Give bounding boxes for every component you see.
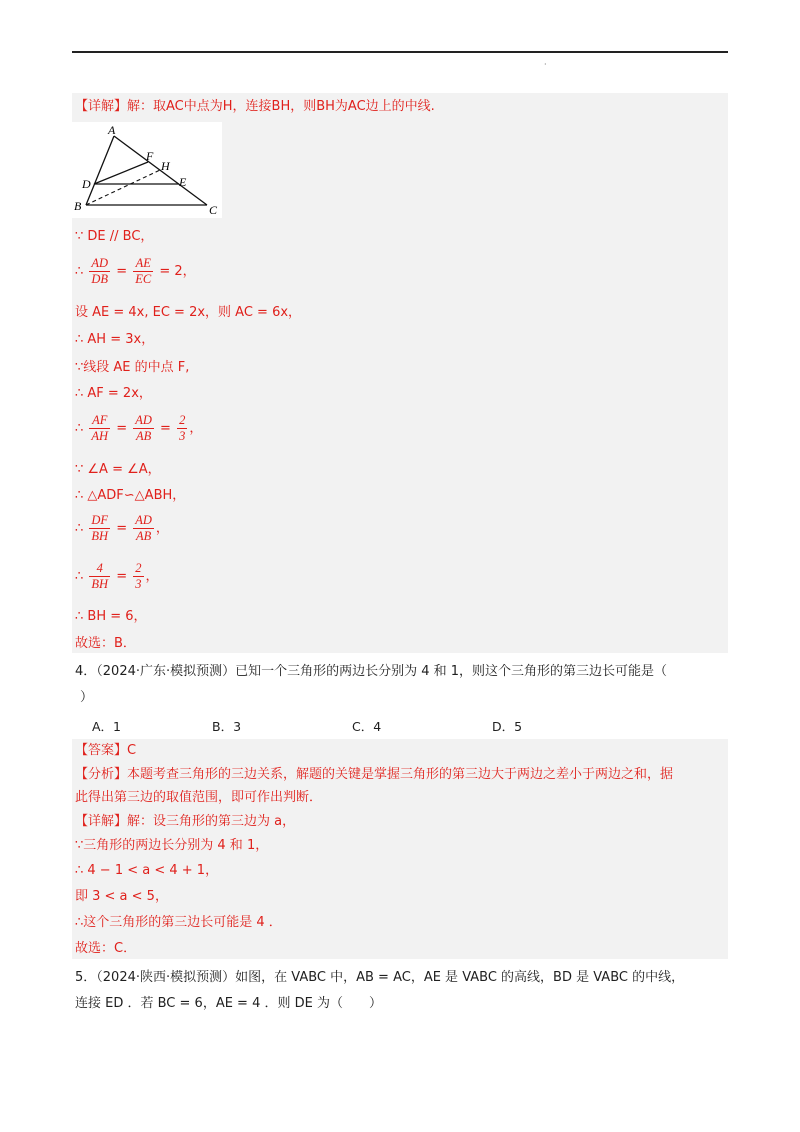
q4-detail-1: 【详解】解：设三角形的第三边为 a，: [75, 814, 296, 829]
label-d: D: [82, 177, 91, 191]
q4-detail-4: 即 3 < a < 5，: [75, 889, 168, 904]
q4-stem-close: ）: [80, 690, 94, 705]
q4-detail-6: 故选：C．: [75, 941, 137, 956]
q4-option-d: D．5: [492, 719, 523, 734]
q4-option-a: A．1: [92, 719, 122, 734]
q5-line1: 5．（2024·陕西·模拟预测）如图，在 VABC 中，AB = AC，AE 是 VABC 的高线，BD 是 VABC 的中线，: [75, 970, 685, 985]
q3-line3: 设 AE = 4x, EC = 2x，则 AC = 6x，: [75, 305, 302, 320]
q4-stem: 4．（2024·广东·模拟预测）已知一个三角形的两边长分别为 4 和 1，则这个三角形的第三边长可能是（: [75, 664, 668, 679]
q3-line12: ∴ BH = 6，: [75, 609, 147, 624]
q3-line1: ∵ DE // BC，: [75, 229, 154, 244]
q4-answer: 【答案】C: [75, 743, 137, 758]
q3-line7: ∴ $\frac{AF}{AH}$ = $\frac{AD}{AB}$ = $\frac{2}{3}$ ，: [75, 413, 203, 443]
q3-line13: 故选：B．: [75, 636, 136, 651]
label-c: C: [209, 203, 218, 217]
detail-tag: 【详解】: [75, 99, 128, 114]
q3-line4: ∴ AH = 3x，: [75, 332, 155, 347]
q4-detail-5: ∴这个三角形的第三边长可能是 4 ．: [75, 915, 282, 930]
q3-line10: ∴ $\frac{DF}{BH}$ = $\frac{AD}{AB}$ ，: [75, 513, 169, 543]
q3-line5: ∵线段 AE 的中点 F,: [75, 360, 190, 375]
header-dot: ·: [544, 60, 547, 69]
label-b: B: [74, 199, 82, 213]
q3-line6: ∴ AF = 2x，: [75, 386, 152, 401]
q4-option-c: C．4: [352, 719, 382, 734]
detail-text: 解：取AC中点为H，连接BH，则BH为AC边上的中线.: [127, 99, 435, 114]
header-rule: [72, 51, 728, 53]
triangle-figure: [72, 122, 222, 218]
q3-line8: ∵ ∠A = ∠A，: [75, 462, 161, 477]
label-a: A: [108, 123, 116, 137]
q4-detail-3: ∴ 4 − 1 < a < 4 + 1，: [75, 863, 219, 878]
q3-detail: [75, 98, 435, 116]
q3-line9: ∴ △ADF∽△ABH，: [75, 488, 186, 503]
q4-detail-2: ∵三角形的两边长分别为 4 和 1，: [75, 838, 269, 853]
q3-line2: ∴ $\frac{AD}{DB}$ = $\frac{AE}{EC}$ = 2，: [75, 256, 196, 286]
label-f: F: [146, 149, 154, 163]
q4-analysis-1: 【分析】本题考查三角形的三边关系，解题的关键是掌握三角形的第三边大于两边之差小于两边之和，据: [75, 767, 674, 782]
q4-option-b: B．3: [212, 719, 242, 734]
q3-line11: ∴ $\frac{4}{BH}$ = $\frac{2}{3}$ ，: [75, 561, 159, 591]
q5-line2: 连接 ED ．若 BC = 6，AE = 4 ．则 DE 为（ ）: [75, 996, 382, 1011]
q4-analysis-2: 此得出第三边的取值范围，即可作出判断．: [75, 790, 323, 805]
label-e: E: [179, 175, 187, 189]
label-h: H: [161, 159, 170, 173]
